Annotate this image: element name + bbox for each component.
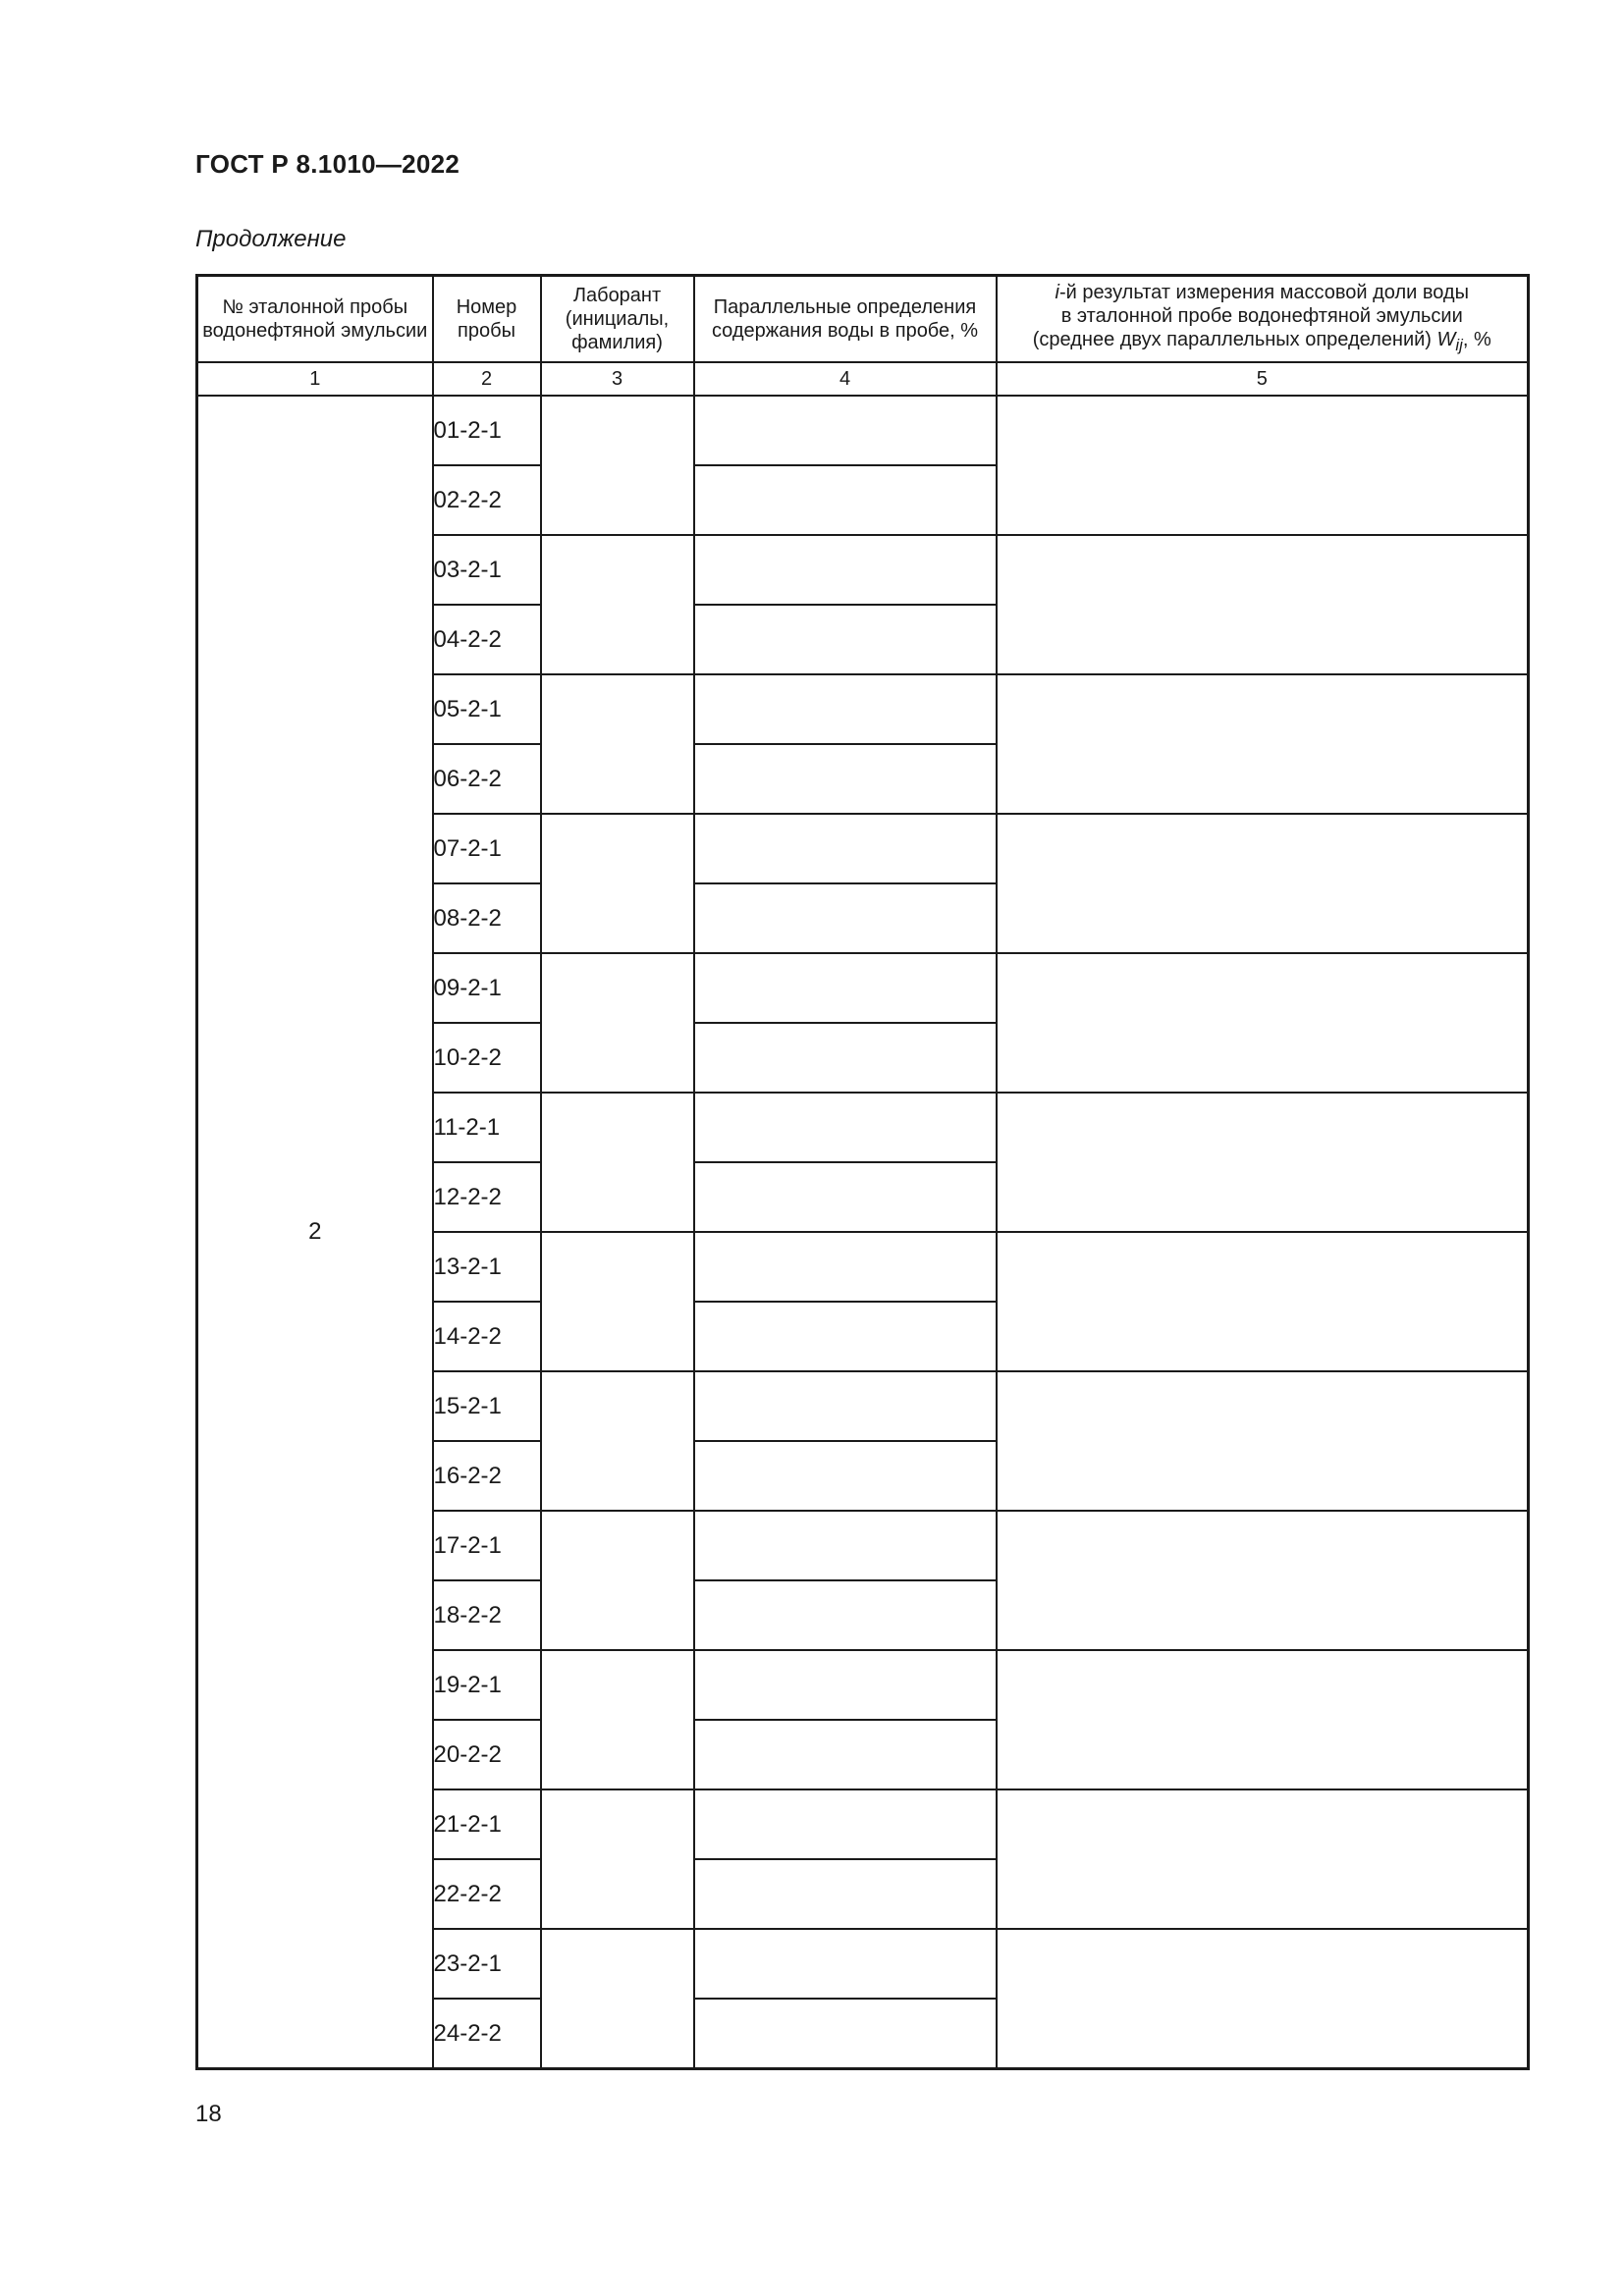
result-cell (997, 1929, 1529, 2069)
column-number-3: 3 (541, 362, 694, 396)
parallel-determination-cell (694, 953, 997, 1023)
lab-assistant-cell (541, 1929, 694, 2069)
parallel-determination-cell (694, 1511, 997, 1580)
parallel-determination-cell (694, 1720, 997, 1789)
lab-assistant-cell (541, 1371, 694, 1511)
column-number-5: 5 (997, 362, 1529, 396)
parallel-determination-cell (694, 1023, 997, 1093)
parallel-determination-cell (694, 1441, 997, 1511)
parallel-determination-cell (694, 1232, 997, 1302)
column-number-2: 2 (433, 362, 541, 396)
sample-number-cell: 09-2-1 (433, 953, 541, 1023)
header-index-symbol: i (1055, 282, 1059, 303)
lab-assistant-cell (541, 1232, 694, 1371)
lab-assistant-cell (541, 1650, 694, 1789)
header-w-symbol: W (1436, 329, 1456, 350)
sample-number-cell: 18-2-2 (433, 1580, 541, 1650)
sample-number-cell: 11-2-1 (433, 1093, 541, 1162)
header-sample-number: Номер пробы (433, 276, 541, 363)
result-cell (997, 1371, 1529, 1511)
header-result-line3: (среднее двух параллельных определений) (1032, 329, 1432, 350)
lab-assistant-cell (541, 814, 694, 953)
column-number-1: 1 (197, 362, 433, 396)
lab-assistant-cell (541, 953, 694, 1093)
sample-number-cell: 12-2-2 (433, 1162, 541, 1232)
header-w-subscript: ij (1455, 336, 1463, 354)
header-result-line2: в эталонной пробе водонефтяной эмульсии (1060, 305, 1463, 327)
parallel-determination-cell (694, 1302, 997, 1371)
parallel-determination-cell (694, 396, 997, 465)
result-cell (997, 1232, 1529, 1371)
sample-number-cell: 13-2-1 (433, 1232, 541, 1302)
header-result-line1: -й результат измерения массовой доли воды (1058, 282, 1469, 303)
lab-assistant-cell (541, 1789, 694, 1929)
sample-number-cell: 22-2-2 (433, 1859, 541, 1929)
sample-number-cell: 20-2-2 (433, 1720, 541, 1789)
sample-number-cell: 23-2-1 (433, 1929, 541, 1999)
sample-number-cell: 10-2-2 (433, 1023, 541, 1093)
document-title: ГОСТ Р 8.1010—2022 (195, 149, 460, 179)
parallel-determination-cell (694, 465, 997, 535)
header-measurement-result (997, 276, 1529, 363)
result-cell (997, 1789, 1529, 1929)
result-cell (997, 1093, 1529, 1232)
parallel-determination-cell (694, 1859, 997, 1929)
sample-number-cell: 01-2-1 (433, 396, 541, 465)
parallel-determination-cell (694, 535, 997, 605)
parallel-determination-cell (694, 1650, 997, 1720)
result-cell (997, 953, 1529, 1093)
sample-number-cell: 04-2-2 (433, 605, 541, 674)
sample-number-cell: 21-2-1 (433, 1789, 541, 1859)
lab-assistant-cell (541, 1511, 694, 1650)
sample-number-cell: 06-2-2 (433, 744, 541, 814)
parallel-determination-cell (694, 744, 997, 814)
sample-number-cell: 15-2-1 (433, 1371, 541, 1441)
header-unit: , % (1462, 329, 1491, 350)
result-cell (997, 396, 1529, 535)
table-row (197, 396, 1529, 465)
result-cell (997, 1650, 1529, 1789)
sample-group-number: 2 (197, 396, 433, 2069)
parallel-determination-cell (694, 814, 997, 883)
result-cell (997, 535, 1529, 674)
sample-number-cell: 02-2-2 (433, 465, 541, 535)
sample-number-cell: 24-2-2 (433, 1999, 541, 2069)
lab-assistant-cell (541, 674, 694, 814)
column-number-4: 4 (694, 362, 997, 396)
result-cell (997, 814, 1529, 953)
sample-number-cell: 07-2-1 (433, 814, 541, 883)
sample-number-cell: 16-2-2 (433, 1441, 541, 1511)
parallel-determination-cell (694, 674, 997, 744)
sample-number-cell: 19-2-1 (433, 1650, 541, 1720)
parallel-determination-cell (694, 1999, 997, 2069)
column-number-row (197, 362, 1529, 396)
continuation-label: Продолжение (195, 226, 347, 252)
sample-number-cell: 14-2-2 (433, 1302, 541, 1371)
results-table (195, 274, 1530, 2070)
parallel-determination-cell (694, 1929, 997, 1999)
lab-assistant-cell (541, 535, 694, 674)
sample-number-cell: 05-2-1 (433, 674, 541, 744)
lab-assistant-cell (541, 1093, 694, 1232)
parallel-determination-cell (694, 1580, 997, 1650)
parallel-determination-cell (694, 1789, 997, 1859)
table-body (197, 396, 1529, 2069)
header-parallel-determinations: Параллельные определения содержания воды в пробе, % (694, 276, 997, 363)
header-sample-group: № эталонной пробы водонефтяной эмульсии (197, 276, 433, 363)
parallel-determination-cell (694, 605, 997, 674)
sample-number-cell: 08-2-2 (433, 883, 541, 953)
result-cell (997, 1511, 1529, 1650)
parallel-determination-cell (694, 1093, 997, 1162)
result-cell (997, 674, 1529, 814)
header-laboratory-assistant: Лаборант (инициалы, фамилия) (541, 276, 694, 363)
sample-number-cell: 03-2-1 (433, 535, 541, 605)
lab-assistant-cell (541, 396, 694, 535)
parallel-determination-cell (694, 1371, 997, 1441)
parallel-determination-cell (694, 883, 997, 953)
page-number: 18 (195, 2101, 222, 2127)
sample-number-cell: 17-2-1 (433, 1511, 541, 1580)
header-row (197, 276, 1529, 363)
parallel-determination-cell (694, 1162, 997, 1232)
